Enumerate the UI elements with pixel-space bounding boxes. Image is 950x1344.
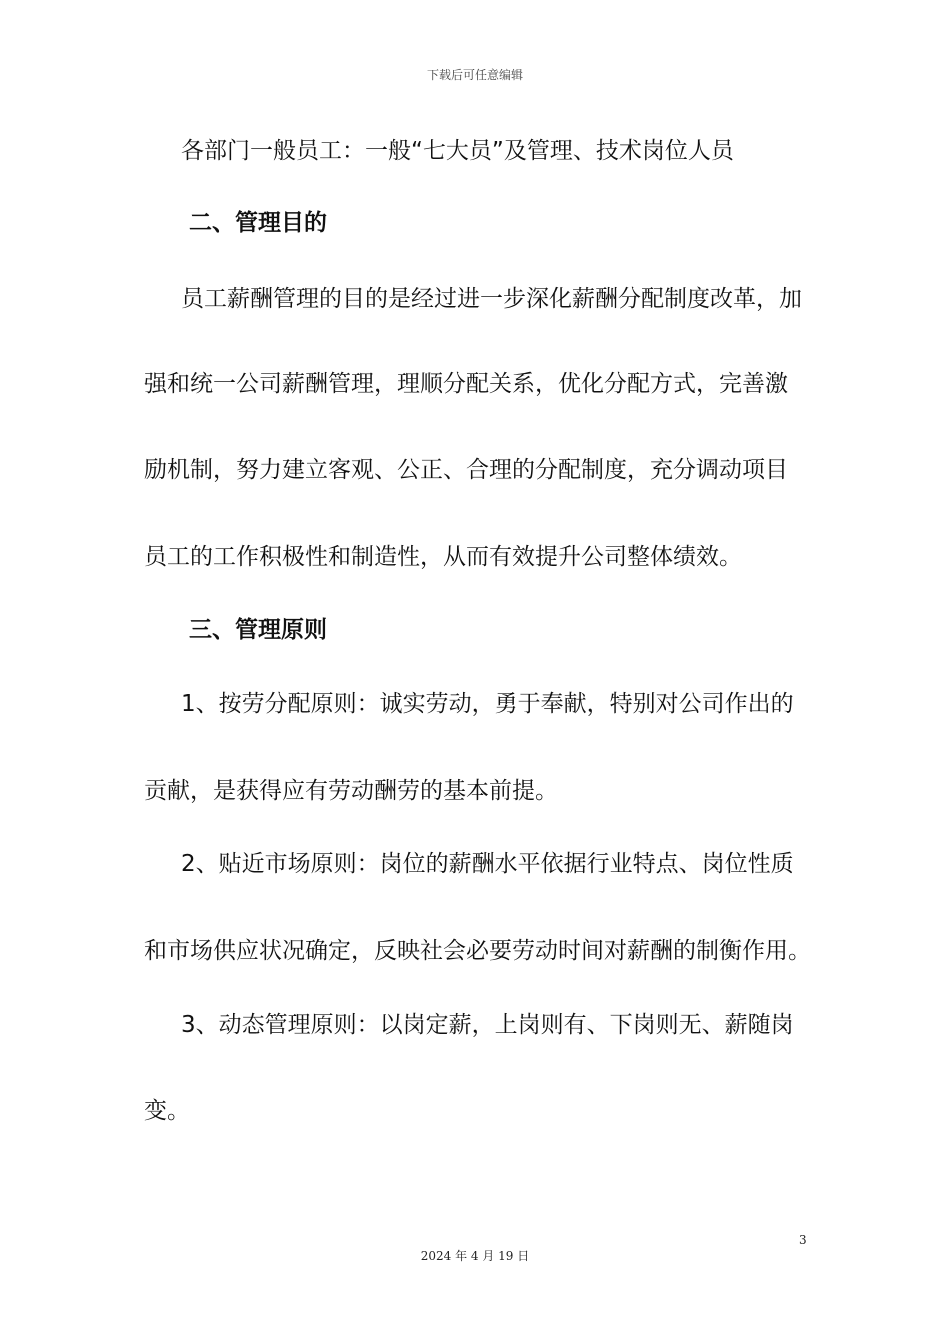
- page-number: 3: [799, 1233, 807, 1247]
- footer-date: 2024 年 4 月 19 日: [420, 1249, 530, 1263]
- principle-2-line-1: 2、贴近市场原则：岗位的薪酬水平依据行业特点、岗位性质: [181, 851, 794, 877]
- principle-1-line-1: 1、按劳分配原则：诚实劳动，勇于奉献，特别对公司作出的: [181, 691, 794, 717]
- scope-line: 各部门一般员工：一般“七大员”及管理、技术岗位人员: [181, 138, 734, 164]
- principle-3-line-2: 变。: [144, 1098, 190, 1124]
- page-header: 下载后可任意编辑: [426, 68, 523, 82]
- section-2-line-2: 强和统一公司薪酬管理，理顺分配关系，优化分配方式，完善激: [144, 371, 788, 397]
- section-2-line-1: 员工薪酬管理的目的是经过进一步深化薪酬分配制度改革，加: [181, 286, 802, 312]
- principle-3-line-1: 3、动态管理原则：以岗定薪，上岗则有、下岗则无、薪随岗: [181, 1012, 794, 1038]
- principle-1-line-2: 贡献，是获得应有劳动酬劳的基本前提。: [144, 778, 558, 804]
- section-2-heading: 二、管理目的: [189, 210, 327, 236]
- principle-2-line-2: 和市场供应状况确定，反映社会必要劳动时间对薪酬的制衡作用。: [144, 938, 811, 964]
- section-3-heading: 三、管理原则: [189, 617, 327, 643]
- section-2-line-3: 励机制，努力建立客观、公正、合理的分配制度，充分调动项目: [144, 457, 788, 483]
- section-2-line-4: 员工的工作积极性和制造性，从而有效提升公司整体绩效。: [144, 544, 742, 570]
